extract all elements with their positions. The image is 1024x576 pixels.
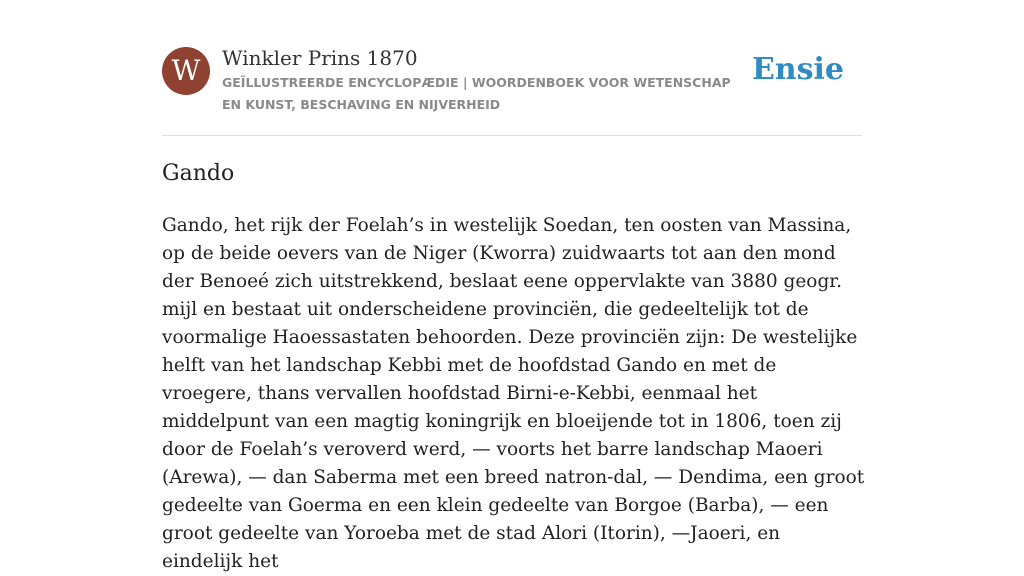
- entry-text: Gando, het rijk der Foelah’s in westelijk Soedan, ten oosten van Massina, op de beide oevers van de Niger (Kworra) zuidwaarts tot aan den mond der Benoeé zich uitstrekkend, beslaat eene oppervlakte van 3880 geogr. mijl en bestaat uit onderscheidene provinciën, die gedeeltelijk tot de voormalige Haoessastaten behoorden. Deze provinciën zijn: De westelijke helft van het landschap Kebbi met de hoofdstad Gando en met de vroegere, thans vervallen hoofdstad Birni-e-Kebbi, eenmaal het middelpunt van een magtig koningrijk en bloeijende tot in 1806, toen zij door de Foelah’s veroverd werd, — voorts het barre landschap Maoeri (Arewa), — dan Saberma met een breed natron-dal, — Dendima, een groot gedeelte van Goerma en een klein gedeelte van Borgoe (Barba), — een groot gedeelte van Yoroeba met de stad Alori (Itorin), —Jaoeri, en eindelijk het: [162, 215, 865, 572]
- header-divider: [162, 135, 862, 136]
- source-subtitle: GEÏLLUSTREERDE ENCYCLOPÆDIE | WOORDENBOEK VOOR WETENSCHAP EN KUNST, BESCHAVING EN NIJVERHEID: [222, 75, 731, 112]
- ensie-logo-link[interactable]: Ensie: [751, 52, 844, 87]
- entry-title: Gando: [162, 161, 235, 186]
- source-avatar[interactable]: W: [162, 47, 210, 95]
- source-header: [162, 44, 862, 136]
- source-title[interactable]: Winkler Prins 1870: [222, 46, 418, 70]
